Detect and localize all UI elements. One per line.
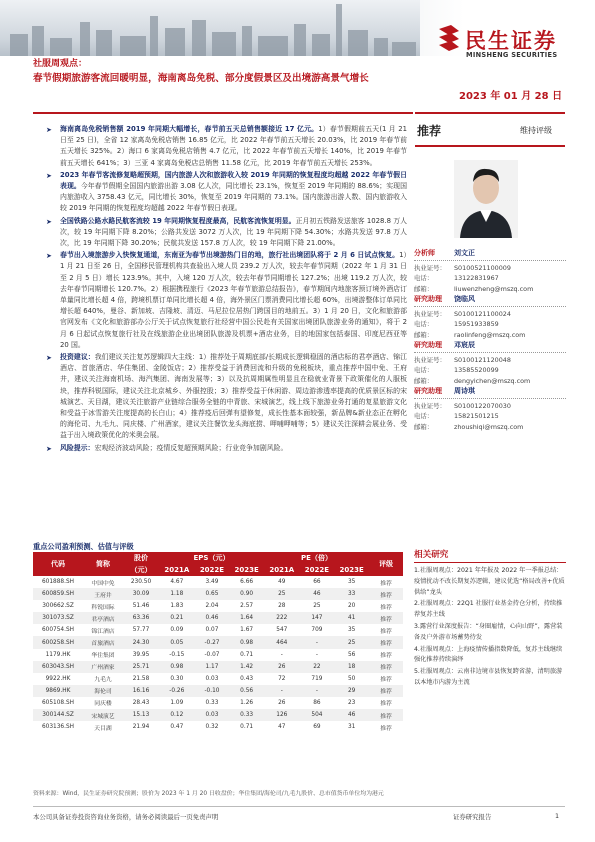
table-row [33,673,403,685]
table-cell: 0.12 [159,709,195,721]
rating-box [415,117,565,147]
analyst-phone-value: 13585520099 [454,366,499,374]
table-cell: 600859.SH [33,588,83,600]
table-cell: 9922.HK [45,675,71,682]
bullet-text: 我们建议关注复苏逻辑四大主线：1）推荐处于周期底部/长期成长逻辑稳固的酒店标的君亭酒店、锦江酒店、首旅酒店、华住集团、金陵饭店；2）推荐受益于消费回流和升级的免税板块，重点推荐中国中免、王府井，建议关注海南机场、海汽集团、海南发展等；3）以及抗周期属性明显且在稳就业背景下政策催化的人服板块，推荐科锐国际，建议关注北京城乡、外服控股；3）推荐受益于休闲游、周边游渗透率提高的优质景区标的宋城演艺、天目湖，建议关注旅游产业链综合服务全链的中青旅、宋城演艺，线上线下旅游业务打通的复星旅游文化和受益于冰雪游关注度提高的长白山；4）推荐疫后回弹有望修复，成长性基本面较强，新品牌&新业态正在孵化的海伦司、九毛九、同庆楼、广州酒家，建议关注餐饮龙头海底捞、呷哺呷哺等；5）建议关注深耕会展业务、受益于出入境政策优化的米奥会展。 [60,353,407,440]
table-row [33,649,403,661]
table-source: 资料来源：Wind，民生证券研究院预测；股价为 2023 年 1 月 20 日收盘价；华住集团/海伦司/九毛九股价、总市值货币单位均为港元 [33,791,384,797]
table-cell: 2.57 [240,603,254,610]
table-cell: 719 [311,675,323,682]
table-cell: 29 [334,685,369,697]
summary-bullet [36,443,407,454]
analyst-email-value: zhoushiqi@mszq.com [454,422,524,431]
table-cell: 王府井 [83,588,123,600]
table-cell: 86 [313,699,321,706]
bullet-marker-icon: ➤ [46,126,52,134]
analyst-photo [454,160,518,238]
table-cell: 0.90 [229,588,264,600]
analyst-email-value: liuwenzheng@mszq.com [454,284,534,293]
table-cell: 3.49 [205,579,219,586]
table-cell: - [300,636,335,648]
table-cell: 46 [300,588,335,600]
table-cell: 锦江酒店 [91,628,115,635]
city-skyline-image [0,0,420,56]
table-cell: - [264,685,300,697]
table-cell: 0.43 [240,675,254,682]
analyst-email-label: 邮箱： [414,376,434,385]
table-cell: 推荐 [369,636,403,648]
analyst-license [414,309,566,320]
analyst-phone-label: 电话： [414,320,434,328]
bullet-heading: 2023 年春节客流修复略超预期，国内旅游人次和旅游收入较 2019 年同期的恢复程度均超越 2022 年春节假日表现。 [60,170,407,191]
col-year: 2021A [159,564,195,576]
analyst-header [414,294,566,305]
table-cell: -0.10 [195,685,230,697]
analyst-license [414,401,566,412]
bullet-marker-icon: ➤ [46,217,52,226]
analyst-name: 邓宸辰 [454,341,475,349]
table-cell: 25.71 [123,661,159,673]
table-cell: 25 [334,636,369,648]
table-cell: 推荐 [369,709,403,721]
table-cell: 46 [334,709,369,721]
table-cell: 20 [347,603,356,610]
table-cell: 25 [264,588,300,600]
table-cell: 0.21 [159,612,195,624]
analyst-header [414,386,566,397]
bullet-marker-icon: ➤ [46,252,52,261]
table-cell: 推荐 [369,661,403,673]
table-cell: 57.77 [132,627,150,634]
analyst-name: 周诗琪 [454,387,475,395]
table-cell: - [280,651,283,658]
table-cell: 56 [347,651,356,658]
analyst-email[interactable] [414,422,566,433]
bullet-text: 正月初五铁路发送旅客 1028.8 万人次，较 19 年同期下降 8.20%；公路共发送 3072 万人次，比 19 年同期下降 54.30%；水路共发送 97.8 万人次，比 19 年同期下降 30.20%；民航共发送 157.8 万人次，较 19 年同期下降 21.00%。 [60,216,407,248]
table-cell: 0.47 [170,724,184,731]
table-cell: 26 [264,661,300,673]
table-cell: 君亭酒店 [83,612,123,624]
summary-bullet [36,216,407,250]
analyst-phone [414,365,566,376]
report-type: 证券研究报告 [453,813,492,821]
col-eps: EPS（元） [159,552,264,564]
table-cell: 603043.SH [33,661,83,673]
rating-label: 推荐 [417,124,442,138]
table-cell: -0.27 [195,636,230,648]
related-items [414,566,566,689]
table-row [33,600,403,612]
table-cell: 1.09 [170,699,184,706]
col-name: 简称 [83,552,123,576]
report-date: 2023 年 01 月 28 日 [459,91,563,102]
table-cell: 35 [347,627,356,634]
table-cell: 推荐 [380,580,392,587]
company-logo [437,25,587,59]
table-cell: 605108.SH [41,699,74,706]
table-cell: 0.46 [195,612,230,624]
analyst-email[interactable] [414,284,566,295]
table-row [33,709,403,721]
bullet-heading: 全国铁路公路水路民航客流较 19 年同期恢复程度最高，民航客流恢复明显。 [60,216,296,225]
bullet-text: 宏观经济波动风险；疫情反复超预期风险；行业竞争加剧风险。 [94,443,288,452]
table-cell: 0.03 [195,709,230,721]
analyst-phone-value: 15821501215 [454,412,499,420]
table-cell: 天目湖 [94,725,112,732]
page-footer [33,812,565,821]
col-price: 股价 [123,552,159,564]
report-title: 春节假期旅游客流回暖明显，海南离岛免税、部分度假景区及出境游高景气增长 [33,73,369,84]
table-title: 重点公司盈利预测、估值与评级 [33,542,134,551]
table-cell: 九毛九 [94,677,112,684]
table-cell: 300662.SZ [42,603,74,610]
col-price-unit: （元） [123,564,159,576]
analyst-header [414,340,566,351]
col-year: 2023E [334,564,369,576]
analyst-license [414,263,566,274]
table-cell: -0.15 [169,651,185,658]
logo-name-cn: 民生证券 [465,29,557,53]
table-cell: 230.50 [130,579,152,586]
table-row [33,636,403,648]
bullet-heading: 春节出入境旅游步入快恢复通道，东南亚为春节出境游热门目的地，旅行社出境团队将于 2 月 6 日试点恢复。 [60,251,400,260]
summary-bullet [36,170,407,215]
table-row [33,576,403,588]
table-cell: 0.33 [229,709,264,721]
table-cell: 126 [264,709,300,721]
forecast-table [33,552,403,733]
table-cell: 宋城演艺 [83,709,123,721]
analyst-phone [414,319,566,330]
table-cell: 600754.SH [41,627,74,634]
header-divider [33,112,413,114]
table-cell: 28 [278,603,286,610]
table-cell: 1179.HK [45,651,71,658]
table-cell: 1.18 [159,588,195,600]
analyst-role: 研究助理 [414,341,442,349]
bullet-marker-icon: ➤ [46,171,52,180]
table-cell: 首旅酒店 [83,636,123,648]
table-cell: 24.30 [123,636,159,648]
table-cell: 推荐 [369,612,403,624]
related-heading: 相关研究 [414,548,566,563]
table-cell: 63.36 [123,612,159,624]
table-row [33,588,403,600]
analyst-phone-value: 13122831967 [454,274,499,282]
table-cell: 科锐国际 [91,604,115,611]
table-cell: 中国中免 [91,580,115,587]
minsheng-logo-icon [437,25,461,55]
analyst-name: 饶临风 [454,295,475,303]
analyst-phone [414,411,566,422]
table-cell: 0.32 [205,724,219,731]
table-cell: 同庆楼 [94,701,112,708]
table-cell: 0.03 [205,675,219,682]
table-cell: - [315,651,318,658]
table-row [33,612,403,624]
table-cell: 推荐 [369,685,403,697]
col-year: 2021A [264,564,300,576]
table-cell: 1.67 [240,627,254,634]
table-cell: 18 [334,661,369,673]
col-rating: 评级 [369,552,403,576]
analyst-license-value: S0100521100009 [454,263,511,272]
related-report-link[interactable]: 1.社服周观点：2021 年年报及 2022 年一季报总结：疫情扰动不改长期复苏逻辑，建议优选“格局改善+优质供给”龙头 [414,567,565,596]
bullet-marker-icon: ➤ [46,354,52,363]
table-cell: 0.30 [170,675,184,682]
table-cell: 16.16 [123,685,159,697]
table-cell: 21.94 [132,724,150,731]
table-cell: 30.09 [123,588,159,600]
bullet-text: 今年春节假期全国国内旅游出游 3.08 亿人次，同比增长 23.1%，恢复至 2019 年同期的 88.6%；实现国内旅游收入 3758.43 亿元，同比增长 30%，恢复至 2019 年同期的 73.1%。国内旅游出游人数、国内旅游收入较 2019 年同期的恢复程度均超越 2022 年春节假日表现。 [60,182,407,213]
table-cell: 31 [347,724,356,731]
analyst-license-label: 执业证号： [414,355,446,364]
col-year: 2022E [195,564,230,576]
analyst-license-value: S0100121100024 [454,309,511,318]
table-row [33,624,403,636]
table-cell: 6.66 [240,579,254,586]
summary-bullets [36,124,407,455]
table-cell: 0.56 [229,685,264,697]
analyst-email-label: 邮箱： [414,284,434,293]
table-cell: 广州酒家 [83,661,123,673]
table-cell: 26 [278,699,286,706]
analyst-role: 分析师 [414,249,435,257]
table-cell: 推荐 [380,725,392,732]
table-cell: 547 [276,627,288,634]
table-cell: 2.04 [205,603,219,610]
bullet-marker-icon: ➤ [46,444,52,453]
table-cell: 0.33 [205,699,219,706]
table-cell: 51.46 [132,603,150,610]
analyst-role: 研究助理 [414,295,442,303]
table-cell: -0.07 [204,651,220,658]
analyst-email-value: raolinfeng@mszq.com [454,330,526,339]
analyst-list [414,248,566,432]
bullet-heading: 海南离岛免税销售额 2019 年同期大幅增长，春节前五天总销售额接近 17 亿元。 [60,125,319,133]
table-cell: 50 [347,675,356,682]
analyst-role: 研究助理 [414,387,442,395]
table-row [33,661,403,673]
table-cell: 709 [311,627,323,634]
table-cell: 222 [264,612,300,624]
table-cell: 28.43 [132,699,150,706]
analyst-phone-label: 电话： [414,412,434,420]
analyst-phone-label: 电话： [414,274,434,282]
table-cell: 23 [347,699,356,706]
table-cell: -0.26 [159,685,195,697]
summary-bullet [36,124,407,169]
table-cell: 海伦司 [83,685,123,697]
table-cell: 21.58 [132,675,150,682]
disclaimer-notice: 本公司具备证券投资咨询业务资格，请务必阅读最后一页免责声明 [33,813,219,821]
summary-bullet [36,250,407,351]
analyst-license-label: 执业证号： [414,263,446,272]
table-cell: 464 [264,636,300,648]
col-year: 2022E [300,564,335,576]
analyst-email-label: 邮箱： [414,330,434,339]
related-report-link[interactable]: 2.社服周观点：22Q1 社服行业基金持仓分析，持续推荐复苏主线 [414,600,563,619]
table-cell: 1.64 [229,612,264,624]
related-report-link[interactable]: 4.社服周观点：上海疫情传播指数降低，复苏主线继续强化推荐持续演绎 [414,645,563,664]
table-cell: 0.71 [240,724,254,731]
table-cell: 1.26 [240,699,254,706]
table-cell: 0.07 [205,627,219,634]
table-cell: 推荐 [369,588,403,600]
col-pe: PE（倍） [264,552,369,564]
table-cell: 300144.SZ [33,709,83,721]
table-cell: 0.09 [170,627,184,634]
table-cell: 72 [278,675,286,682]
bullet-text: 1）春节假期前五天(1 月 21 日至 25 日)，全省 12 家离岛免税店销售 16.85 亿元，比 2022 年春节前五天增长 20.03%，比 2019 年春节前五天增长 325%。2）海口 6 家离岛免税店销售 4.7 亿元，比 2022 年春节前五天增长 140%，比 2019 年春节前五天增长 641%；3）三亚 4 家离岛免税店总销售 11.58 亿元，比 2019 年春节前五天增长 253%。 [60,125,407,167]
page-number: 1 [555,812,560,820]
table-cell: 华住集团 [91,653,115,660]
table-cell: 0.05 [159,636,195,648]
report-title-block [33,54,405,86]
table-cell: 601888.SH [41,579,74,586]
table-cell: 0.65 [195,588,230,600]
analyst-separator [414,260,566,261]
table-cell: 9869.HK [33,685,83,697]
analyst-phone [414,273,566,284]
table-cell: 41 [334,612,369,624]
table-cell: 504 [300,709,335,721]
analyst-license-value: S0100121120048 [454,355,511,364]
analyst-name: 刘文正 [454,249,475,257]
table-cell: 66 [313,579,321,586]
table-cell: 4.67 [170,579,184,586]
table-cell: 0.98 [159,661,195,673]
table-cell: 推荐 [380,628,392,635]
analyst-separator [414,398,566,399]
logo-name-en: MINSHENG SECURITIES [466,51,558,59]
table-cell: 1.17 [195,661,230,673]
analyst-email[interactable] [414,376,566,387]
table-row [33,697,403,709]
analyst-license-label: 执业证号： [414,309,446,318]
col-code: 代码 [33,552,83,576]
table-cell: 33 [334,588,369,600]
table-cell: 25 [313,603,321,610]
table-cell: 推荐 [380,653,392,660]
analyst-email-value: dengyichen@mszq.com [454,376,531,385]
related-research [414,548,566,690]
analyst-phone-label: 电话： [414,366,434,374]
table-cell: 35 [347,579,356,586]
analyst-license-value: S0100122070030 [454,401,511,410]
table-cell: 推荐 [380,701,392,708]
table-cell: 69 [313,724,321,731]
summary-bullet [36,352,407,442]
analyst-separator [414,306,566,307]
table-cell: 推荐 [380,604,392,611]
table-cell: 0.71 [240,651,254,658]
col-year: 2023E [229,564,264,576]
header-divider-right [415,112,565,114]
rating-sub: 维持评级 [520,126,552,135]
related-report-link[interactable]: 5.社服周观点：云南非边境市县恢复跨省游，清明旅游以本地市内游为主流 [414,668,563,686]
analyst-separator [414,352,566,353]
analyst-email[interactable] [414,330,566,341]
analyst-header [414,248,566,259]
footer-divider [33,806,565,807]
analyst-license-label: 执业证号： [414,401,446,410]
related-report-link[interactable]: 3.露营行业深度报告：“身圈雇情，心向山野”，露营装备及户外游市场蓄势待发 [414,622,563,641]
report-series: 社服周观点： [33,59,88,69]
bullet-text: 1）1 月 21 日至 26 日，全国移民管理机构共查验出入境人员 239.2 万人次，较去年春节同期（2022 年 1 月 31 日至 2 月 5 日）增长 123.9%。其中，入境 120 万人次，较去年春节同期增长 127.2%；出境 119.2 万人次，较去年春节同期增长 120.7%。2）根据携程旅行《2023 年春节旅游总结报告》，春节期间内地旅客预订境外酒店订单量同比增长超 4 倍，跨境机票订单同比增长超 4 倍，海外景区门票消费同比增长超 60%，出境游整体订单同比增长超 640%，曼谷、新加坡、吉隆坡、清迈、马尼拉位居热门跨国目的地前五。3）1 月 20 日，文化和旅游部官网发布《文化和旅游部办公厅关于试点恢复旅行社经营中国公民赴有关国家出境团队旅游业务的通知》，将于 2 月 6 日起试点恢复旅行社及在线旅游企业出境团队旅游及机票+酒店业务，目的地国家包括泰国、印度尼西亚等 20 国。 [60,251,407,349]
table-cell: 0.98 [229,636,264,648]
bullet-heading: 风险提示： [60,443,95,452]
table-row [33,685,403,697]
analyst-license [414,355,566,366]
table-cell: 600258.SH [33,636,83,648]
table-cell: 推荐 [380,677,392,684]
table-cell: 22 [300,661,335,673]
table-cell: 49 [278,579,286,586]
table-cell: 147 [300,612,335,624]
table-cell: 47 [278,724,286,731]
analyst-phone-value: 15951933859 [454,320,499,328]
table-row [33,721,403,733]
table-cell: - [300,685,335,697]
table-cell: 39.95 [132,651,150,658]
table-cell: 15.13 [123,709,159,721]
table-cell: 301073.SZ [33,612,83,624]
table-cell: 1.42 [229,661,264,673]
analyst-email-label: 邮箱： [414,422,434,431]
table-cell: 1.83 [170,603,184,610]
table-cell: 603136.SH [41,724,74,731]
bullet-heading: 投资建议： [60,353,95,362]
